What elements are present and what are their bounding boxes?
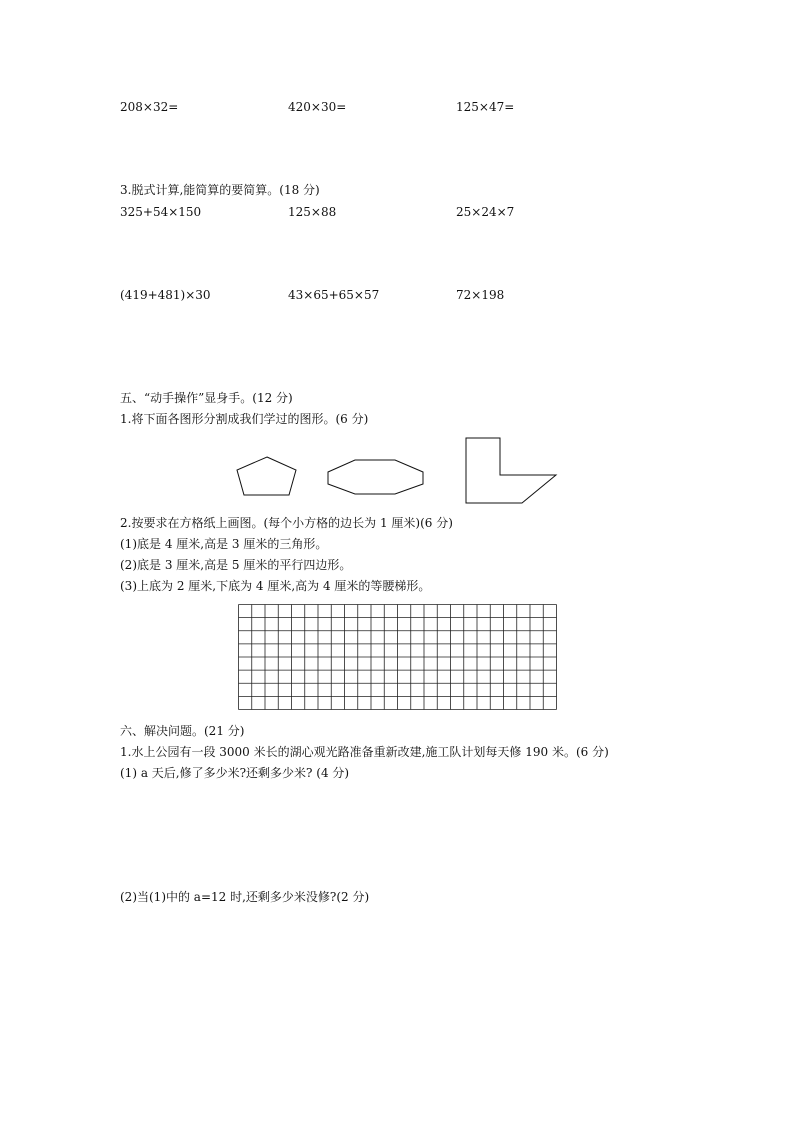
section5-q1: 1.将下面各图形分割成我们学过的图形。(6 分) — [120, 412, 369, 426]
calc-problem-3: 125×47= — [456, 100, 515, 114]
expr-3: 25×24×7 — [456, 205, 515, 219]
pentagon-shape — [237, 457, 296, 495]
expr-5: 43×65+65×57 — [288, 288, 380, 302]
section5-q2: 2.按要求在方格纸上画图。(每个小方格的边长为 1 厘米)(6 分) — [120, 516, 453, 530]
square-grid-paper — [238, 604, 558, 711]
calc-problem-1: 208×32= — [120, 100, 179, 114]
q2-item-3: (3)上底为 2 厘米,下底为 4 厘米,高为 4 厘米的等腰梯形。 — [120, 579, 431, 593]
section5-heading: 五、“动手操作”显身手。(12 分) — [120, 391, 293, 405]
calc-problem-2: 420×30= — [288, 100, 347, 114]
section6-q1-part2: (2)当(1)中的 a=12 时,还剩多少米没修?(2 分) — [120, 890, 370, 904]
shapes-figure — [230, 432, 570, 512]
composite-shape — [466, 438, 556, 503]
section6-heading: 六、解决问题。(21 分) — [120, 724, 245, 738]
expr-1: 325+54×150 — [120, 205, 202, 219]
hexagon-shape — [328, 460, 423, 494]
section6-q1-part1: (1) a 天后,修了多少米?还剩多少米? (4 分) — [120, 766, 350, 780]
expr-6: 72×198 — [456, 288, 505, 302]
expr-2: 125×88 — [288, 205, 337, 219]
q2-item-2: (2)底是 3 厘米,高是 5 厘米的平行四边形。 — [120, 558, 352, 572]
expr-4: (419+481)×30 — [120, 288, 211, 302]
section3-heading: 3.脱式计算,能简算的要简算。(18 分) — [120, 183, 320, 197]
section6-q1: 1.水上公园有一段 3000 米长的湖心观光路准备重新改建,施工队计划每天修 190 米。(6 分) — [120, 745, 609, 759]
q2-item-1: (1)底是 4 厘米,高是 3 厘米的三角形。 — [120, 537, 328, 551]
